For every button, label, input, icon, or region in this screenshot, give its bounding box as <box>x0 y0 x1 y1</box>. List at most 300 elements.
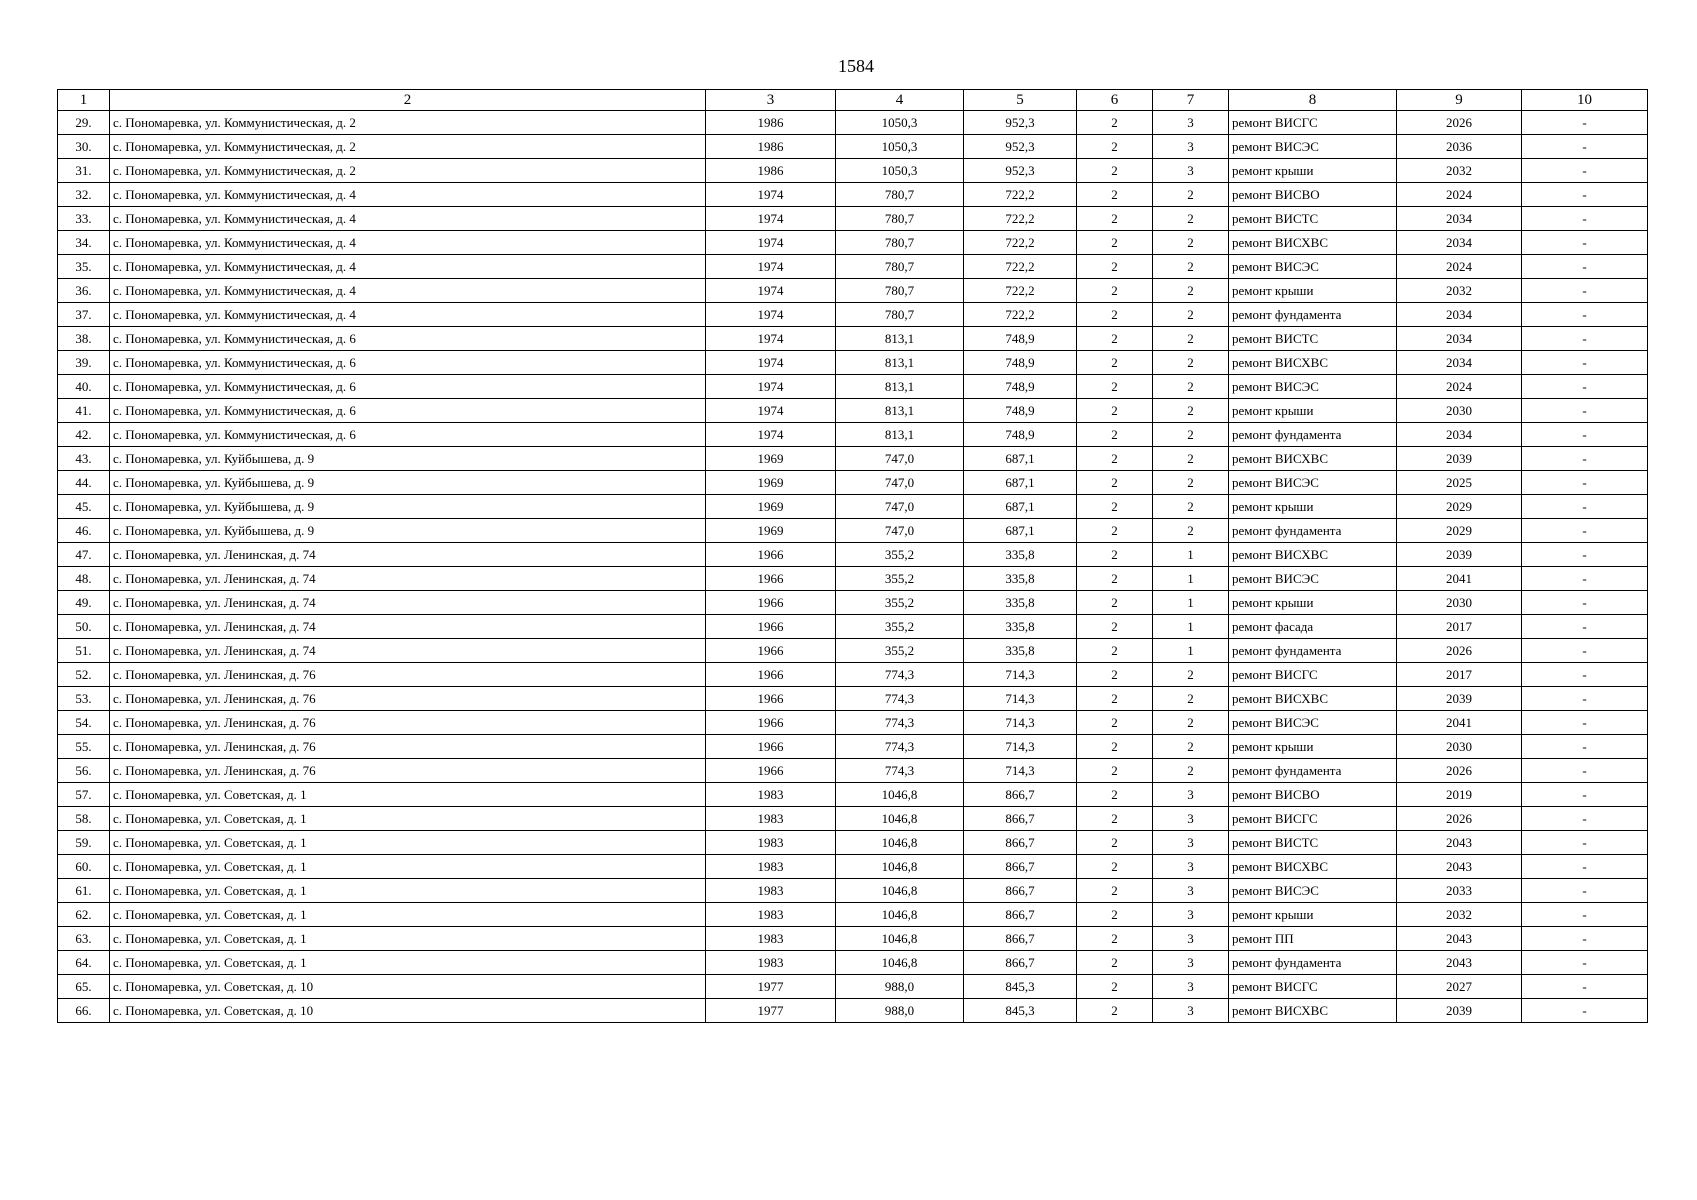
cell-row-number: 33. <box>58 207 110 231</box>
cell-total-area: 1046,8 <box>836 807 964 831</box>
cell-entrances: 1 <box>1153 639 1229 663</box>
cell-address: с. Пономаревка, ул. Ленинская, д. 76 <box>110 759 706 783</box>
cell-entrances: 2 <box>1153 711 1229 735</box>
cell-living-area: 714,3 <box>964 687 1077 711</box>
cell-row-number: 50. <box>58 615 110 639</box>
cell-total-area: 1046,8 <box>836 951 964 975</box>
table-row <box>58 111 1648 135</box>
cell-note: - <box>1522 687 1648 711</box>
cell-living-area: 866,7 <box>964 783 1077 807</box>
cell-year-built: 1986 <box>706 135 836 159</box>
cell-address: с. Пономаревка, ул. Коммунистическая, д. 6 <box>110 351 706 375</box>
cell-work-type: ремонт крыши <box>1229 903 1397 927</box>
cell-planned-year: 2027 <box>1397 975 1522 999</box>
cell-living-area: 866,7 <box>964 951 1077 975</box>
cell-living-area: 952,3 <box>964 159 1077 183</box>
table-row <box>58 255 1648 279</box>
cell-work-type: ремонт ВИСЭС <box>1229 375 1397 399</box>
cell-floors: 2 <box>1077 855 1153 879</box>
cell-floors: 2 <box>1077 663 1153 687</box>
cell-note: - <box>1522 567 1648 591</box>
table-row <box>58 783 1648 807</box>
cell-year-built: 1986 <box>706 111 836 135</box>
cell-address: с. Пономаревка, ул. Советская, д. 1 <box>110 879 706 903</box>
cell-living-area: 748,9 <box>964 423 1077 447</box>
cell-work-type: ремонт ВИСТС <box>1229 327 1397 351</box>
cell-living-area: 952,3 <box>964 135 1077 159</box>
cell-total-area: 774,3 <box>836 687 964 711</box>
column-header: 9 <box>1397 90 1522 111</box>
cell-year-built: 1966 <box>706 735 836 759</box>
cell-planned-year: 2034 <box>1397 327 1522 351</box>
cell-address: с. Пономаревка, ул. Ленинская, д. 76 <box>110 735 706 759</box>
cell-living-area: 722,2 <box>964 231 1077 255</box>
cell-work-type: ремонт ВИСХВС <box>1229 543 1397 567</box>
cell-work-type: ремонт ВИСХВС <box>1229 687 1397 711</box>
cell-row-number: 39. <box>58 351 110 375</box>
cell-address: с. Пономаревка, ул. Советская, д. 1 <box>110 831 706 855</box>
cell-address: с. Пономаревка, ул. Коммунистическая, д. 4 <box>110 231 706 255</box>
cell-living-area: 866,7 <box>964 807 1077 831</box>
cell-total-area: 747,0 <box>836 471 964 495</box>
cell-note: - <box>1522 855 1648 879</box>
cell-entrances: 2 <box>1153 423 1229 447</box>
cell-year-built: 1983 <box>706 807 836 831</box>
cell-planned-year: 2029 <box>1397 495 1522 519</box>
cell-planned-year: 2017 <box>1397 663 1522 687</box>
cell-note: - <box>1522 711 1648 735</box>
cell-floors: 2 <box>1077 375 1153 399</box>
cell-work-type: ремонт фундамента <box>1229 951 1397 975</box>
cell-living-area: 748,9 <box>964 399 1077 423</box>
cell-work-type: ремонт ВИСХВС <box>1229 999 1397 1023</box>
cell-floors: 2 <box>1077 711 1153 735</box>
cell-total-area: 780,7 <box>836 279 964 303</box>
cell-planned-year: 2026 <box>1397 639 1522 663</box>
cell-planned-year: 2030 <box>1397 735 1522 759</box>
cell-entrances: 2 <box>1153 279 1229 303</box>
table-row <box>58 495 1648 519</box>
cell-living-area: 866,7 <box>964 855 1077 879</box>
cell-floors: 2 <box>1077 975 1153 999</box>
cell-year-built: 1986 <box>706 159 836 183</box>
cell-address: с. Пономаревка, ул. Куйбышева, д. 9 <box>110 471 706 495</box>
cell-entrances: 3 <box>1153 999 1229 1023</box>
cell-row-number: 41. <box>58 399 110 423</box>
cell-floors: 2 <box>1077 807 1153 831</box>
cell-note: - <box>1522 183 1648 207</box>
cell-total-area: 747,0 <box>836 495 964 519</box>
cell-year-built: 1966 <box>706 687 836 711</box>
cell-total-area: 355,2 <box>836 543 964 567</box>
cell-note: - <box>1522 159 1648 183</box>
table-row <box>58 903 1648 927</box>
cell-year-built: 1983 <box>706 927 836 951</box>
cell-row-number: 44. <box>58 471 110 495</box>
cell-planned-year: 2043 <box>1397 951 1522 975</box>
cell-address: с. Пономаревка, ул. Куйбышева, д. 9 <box>110 519 706 543</box>
cell-planned-year: 2034 <box>1397 231 1522 255</box>
table-row <box>58 807 1648 831</box>
cell-living-area: 722,2 <box>964 207 1077 231</box>
cell-floors: 2 <box>1077 351 1153 375</box>
cell-entrances: 2 <box>1153 303 1229 327</box>
cell-living-area: 866,7 <box>964 903 1077 927</box>
cell-total-area: 813,1 <box>836 375 964 399</box>
cell-row-number: 38. <box>58 327 110 351</box>
cell-work-type: ремонт ВИСГС <box>1229 111 1397 135</box>
cell-year-built: 1983 <box>706 855 836 879</box>
cell-work-type: ремонт ВИСЭС <box>1229 255 1397 279</box>
cell-note: - <box>1522 807 1648 831</box>
table-row <box>58 927 1648 951</box>
cell-address: с. Пономаревка, ул. Коммунистическая, д. 2 <box>110 111 706 135</box>
cell-year-built: 1966 <box>706 639 836 663</box>
cell-living-area: 748,9 <box>964 375 1077 399</box>
cell-living-area: 687,1 <box>964 447 1077 471</box>
table-row <box>58 735 1648 759</box>
cell-living-area: 952,3 <box>964 111 1077 135</box>
cell-note: - <box>1522 951 1648 975</box>
cell-note: - <box>1522 447 1648 471</box>
cell-year-built: 1974 <box>706 423 836 447</box>
cell-living-area: 335,8 <box>964 615 1077 639</box>
cell-work-type: ремонт крыши <box>1229 279 1397 303</box>
cell-living-area: 335,8 <box>964 543 1077 567</box>
cell-note: - <box>1522 591 1648 615</box>
cell-work-type: ремонт ВИСХВС <box>1229 351 1397 375</box>
cell-living-area: 866,7 <box>964 831 1077 855</box>
cell-entrances: 2 <box>1153 519 1229 543</box>
cell-row-number: 58. <box>58 807 110 831</box>
cell-floors: 2 <box>1077 759 1153 783</box>
cell-year-built: 1969 <box>706 519 836 543</box>
cell-note: - <box>1522 903 1648 927</box>
cell-row-number: 62. <box>58 903 110 927</box>
cell-year-built: 1966 <box>706 567 836 591</box>
column-header: 5 <box>964 90 1077 111</box>
cell-total-area: 1046,8 <box>836 879 964 903</box>
cell-planned-year: 2026 <box>1397 807 1522 831</box>
cell-year-built: 1966 <box>706 591 836 615</box>
table-row <box>58 135 1648 159</box>
cell-note: - <box>1522 783 1648 807</box>
table-row <box>58 183 1648 207</box>
cell-year-built: 1977 <box>706 975 836 999</box>
cell-entrances: 2 <box>1153 183 1229 207</box>
cell-address: с. Пономаревка, ул. Коммунистическая, д. 4 <box>110 303 706 327</box>
cell-row-number: 63. <box>58 927 110 951</box>
cell-total-area: 988,0 <box>836 999 964 1023</box>
table-row <box>58 855 1648 879</box>
cell-floors: 2 <box>1077 639 1153 663</box>
cell-year-built: 1974 <box>706 279 836 303</box>
cell-total-area: 774,3 <box>836 759 964 783</box>
cell-year-built: 1966 <box>706 543 836 567</box>
cell-work-type: ремонт ВИСЭС <box>1229 135 1397 159</box>
cell-address: с. Пономаревка, ул. Коммунистическая, д. 6 <box>110 423 706 447</box>
cell-planned-year: 2039 <box>1397 687 1522 711</box>
table-row <box>58 567 1648 591</box>
cell-note: - <box>1522 831 1648 855</box>
column-header: 1 <box>58 90 110 111</box>
cell-total-area: 1046,8 <box>836 927 964 951</box>
cell-year-built: 1974 <box>706 231 836 255</box>
cell-address: с. Пономаревка, ул. Ленинская, д. 74 <box>110 543 706 567</box>
cell-work-type: ремонт фундамента <box>1229 759 1397 783</box>
cell-year-built: 1974 <box>706 303 836 327</box>
cell-work-type: ремонт крыши <box>1229 591 1397 615</box>
cell-address: с. Пономаревка, ул. Коммунистическая, д. 6 <box>110 399 706 423</box>
cell-note: - <box>1522 303 1648 327</box>
cell-row-number: 65. <box>58 975 110 999</box>
cell-living-area: 335,8 <box>964 591 1077 615</box>
cell-year-built: 1966 <box>706 759 836 783</box>
cell-living-area: 748,9 <box>964 327 1077 351</box>
cell-planned-year: 2039 <box>1397 447 1522 471</box>
cell-note: - <box>1522 663 1648 687</box>
cell-work-type: ремонт ВИСХВС <box>1229 231 1397 255</box>
cell-entrances: 1 <box>1153 543 1229 567</box>
cell-living-area: 748,9 <box>964 351 1077 375</box>
table-row <box>58 279 1648 303</box>
cell-planned-year: 2032 <box>1397 903 1522 927</box>
cell-note: - <box>1522 207 1648 231</box>
column-header: 8 <box>1229 90 1397 111</box>
cell-total-area: 813,1 <box>836 351 964 375</box>
cell-address: с. Пономаревка, ул. Ленинская, д. 76 <box>110 663 706 687</box>
cell-note: - <box>1522 615 1648 639</box>
cell-total-area: 747,0 <box>836 447 964 471</box>
cell-total-area: 813,1 <box>836 399 964 423</box>
cell-planned-year: 2043 <box>1397 831 1522 855</box>
cell-note: - <box>1522 495 1648 519</box>
cell-total-area: 355,2 <box>836 615 964 639</box>
cell-work-type: ремонт фундамента <box>1229 423 1397 447</box>
cell-row-number: 51. <box>58 639 110 663</box>
cell-floors: 2 <box>1077 471 1153 495</box>
cell-total-area: 1046,8 <box>836 903 964 927</box>
cell-address: с. Пономаревка, ул. Советская, д. 10 <box>110 999 706 1023</box>
cell-note: - <box>1522 423 1648 447</box>
cell-planned-year: 2034 <box>1397 207 1522 231</box>
cell-total-area: 1046,8 <box>836 783 964 807</box>
table-row <box>58 159 1648 183</box>
cell-planned-year: 2026 <box>1397 111 1522 135</box>
cell-row-number: 60. <box>58 855 110 879</box>
cell-work-type: ремонт фасада <box>1229 615 1397 639</box>
cell-note: - <box>1522 639 1648 663</box>
cell-entrances: 2 <box>1153 231 1229 255</box>
cell-total-area: 747,0 <box>836 519 964 543</box>
cell-work-type: ремонт ВИСХВС <box>1229 447 1397 471</box>
cell-floors: 2 <box>1077 831 1153 855</box>
cell-address: с. Пономаревка, ул. Коммунистическая, д. 4 <box>110 207 706 231</box>
cell-year-built: 1983 <box>706 831 836 855</box>
cell-work-type: ремонт ВИСГС <box>1229 663 1397 687</box>
table-row <box>58 519 1648 543</box>
cell-living-area: 845,3 <box>964 975 1077 999</box>
table-row <box>58 351 1648 375</box>
table-row <box>58 231 1648 255</box>
cell-note: - <box>1522 399 1648 423</box>
table-row <box>58 399 1648 423</box>
cell-work-type: ремонт фундамента <box>1229 639 1397 663</box>
cell-floors: 2 <box>1077 327 1153 351</box>
cell-total-area: 780,7 <box>836 255 964 279</box>
column-header: 6 <box>1077 90 1153 111</box>
cell-entrances: 2 <box>1153 351 1229 375</box>
cell-note: - <box>1522 375 1648 399</box>
cell-address: с. Пономаревка, ул. Ленинская, д. 76 <box>110 711 706 735</box>
cell-work-type: ремонт ВИСТС <box>1229 831 1397 855</box>
cell-year-built: 1983 <box>706 951 836 975</box>
cell-total-area: 774,3 <box>836 663 964 687</box>
cell-work-type: ремонт ВИСГС <box>1229 975 1397 999</box>
cell-row-number: 55. <box>58 735 110 759</box>
cell-note: - <box>1522 519 1648 543</box>
cell-work-type: ремонт ВИСЭС <box>1229 567 1397 591</box>
cell-planned-year: 2030 <box>1397 591 1522 615</box>
cell-row-number: 43. <box>58 447 110 471</box>
cell-entrances: 3 <box>1153 879 1229 903</box>
table-row <box>58 327 1648 351</box>
table-row <box>58 975 1648 999</box>
page-number: 1584 <box>838 56 874 76</box>
cell-work-type: ремонт крыши <box>1229 399 1397 423</box>
cell-entrances: 3 <box>1153 951 1229 975</box>
cell-planned-year: 2033 <box>1397 879 1522 903</box>
cell-total-area: 1050,3 <box>836 159 964 183</box>
cell-planned-year: 2017 <box>1397 615 1522 639</box>
cell-row-number: 42. <box>58 423 110 447</box>
cell-living-area: 714,3 <box>964 759 1077 783</box>
table-row <box>58 591 1648 615</box>
cell-planned-year: 2039 <box>1397 543 1522 567</box>
cell-note: - <box>1522 327 1648 351</box>
cell-entrances: 1 <box>1153 591 1229 615</box>
cell-note: - <box>1522 351 1648 375</box>
cell-work-type: ремонт фундамента <box>1229 519 1397 543</box>
cell-address: с. Пономаревка, ул. Советская, д. 1 <box>110 783 706 807</box>
cell-entrances: 2 <box>1153 399 1229 423</box>
cell-note: - <box>1522 279 1648 303</box>
cell-row-number: 36. <box>58 279 110 303</box>
cell-work-type: ремонт ВИСЭС <box>1229 879 1397 903</box>
cell-row-number: 47. <box>58 543 110 567</box>
cell-year-built: 1974 <box>706 255 836 279</box>
cell-entrances: 3 <box>1153 831 1229 855</box>
cell-planned-year: 2032 <box>1397 279 1522 303</box>
cell-floors: 2 <box>1077 207 1153 231</box>
cell-living-area: 714,3 <box>964 711 1077 735</box>
cell-planned-year: 2024 <box>1397 183 1522 207</box>
cell-address: с. Пономаревка, ул. Коммунистическая, д. 2 <box>110 159 706 183</box>
cell-entrances: 3 <box>1153 159 1229 183</box>
cell-floors: 2 <box>1077 279 1153 303</box>
cell-year-built: 1966 <box>706 615 836 639</box>
cell-floors: 2 <box>1077 231 1153 255</box>
cell-work-type: ремонт фундамента <box>1229 303 1397 327</box>
cell-address: с. Пономаревка, ул. Ленинская, д. 74 <box>110 639 706 663</box>
cell-living-area: 866,7 <box>964 927 1077 951</box>
cell-address: с. Пономаревка, ул. Советская, д. 1 <box>110 951 706 975</box>
cell-row-number: 49. <box>58 591 110 615</box>
column-header: 7 <box>1153 90 1229 111</box>
cell-total-area: 355,2 <box>836 567 964 591</box>
cell-year-built: 1983 <box>706 783 836 807</box>
column-header: 4 <box>836 90 964 111</box>
cell-living-area: 714,3 <box>964 735 1077 759</box>
header-row <box>58 90 1648 111</box>
cell-total-area: 813,1 <box>836 327 964 351</box>
cell-address: с. Пономаревка, ул. Коммунистическая, д. 4 <box>110 183 706 207</box>
cell-note: - <box>1522 543 1648 567</box>
cell-floors: 2 <box>1077 111 1153 135</box>
cell-row-number: 57. <box>58 783 110 807</box>
cell-row-number: 45. <box>58 495 110 519</box>
cell-address: с. Пономаревка, ул. Куйбышева, д. 9 <box>110 495 706 519</box>
cell-row-number: 29. <box>58 111 110 135</box>
cell-work-type: ремонт крыши <box>1229 159 1397 183</box>
cell-floors: 2 <box>1077 519 1153 543</box>
cell-year-built: 1974 <box>706 399 836 423</box>
cell-planned-year: 2025 <box>1397 471 1522 495</box>
cell-address: с. Пономаревка, ул. Ленинская, д. 76 <box>110 687 706 711</box>
cell-row-number: 59. <box>58 831 110 855</box>
cell-entrances: 2 <box>1153 207 1229 231</box>
cell-work-type: ремонт ВИСХВС <box>1229 855 1397 879</box>
table-row <box>58 423 1648 447</box>
cell-row-number: 56. <box>58 759 110 783</box>
cell-living-area: 335,8 <box>964 567 1077 591</box>
cell-row-number: 61. <box>58 879 110 903</box>
cell-row-number: 37. <box>58 303 110 327</box>
cell-total-area: 1046,8 <box>836 831 964 855</box>
table-row <box>58 759 1648 783</box>
cell-work-type: ремонт крыши <box>1229 735 1397 759</box>
cell-address: с. Пономаревка, ул. Коммунистическая, д. 2 <box>110 135 706 159</box>
table-row <box>58 639 1648 663</box>
column-header: 3 <box>706 90 836 111</box>
cell-entrances: 2 <box>1153 327 1229 351</box>
cell-total-area: 780,7 <box>836 303 964 327</box>
cell-entrances: 3 <box>1153 903 1229 927</box>
cell-planned-year: 2024 <box>1397 375 1522 399</box>
column-header: 10 <box>1522 90 1648 111</box>
cell-total-area: 780,7 <box>836 207 964 231</box>
cell-note: - <box>1522 231 1648 255</box>
cell-entrances: 3 <box>1153 975 1229 999</box>
cell-floors: 2 <box>1077 255 1153 279</box>
cell-row-number: 40. <box>58 375 110 399</box>
cell-note: - <box>1522 111 1648 135</box>
cell-living-area: 722,2 <box>964 279 1077 303</box>
cell-floors: 2 <box>1077 447 1153 471</box>
cell-entrances: 3 <box>1153 783 1229 807</box>
cell-planned-year: 2043 <box>1397 855 1522 879</box>
cell-planned-year: 2034 <box>1397 303 1522 327</box>
cell-total-area: 780,7 <box>836 231 964 255</box>
cell-total-area: 813,1 <box>836 423 964 447</box>
cell-floors: 2 <box>1077 543 1153 567</box>
cell-total-area: 774,3 <box>836 735 964 759</box>
cell-total-area: 1046,8 <box>836 855 964 879</box>
cell-floors: 2 <box>1077 615 1153 639</box>
cell-row-number: 46. <box>58 519 110 543</box>
cell-note: - <box>1522 135 1648 159</box>
table-row <box>58 447 1648 471</box>
